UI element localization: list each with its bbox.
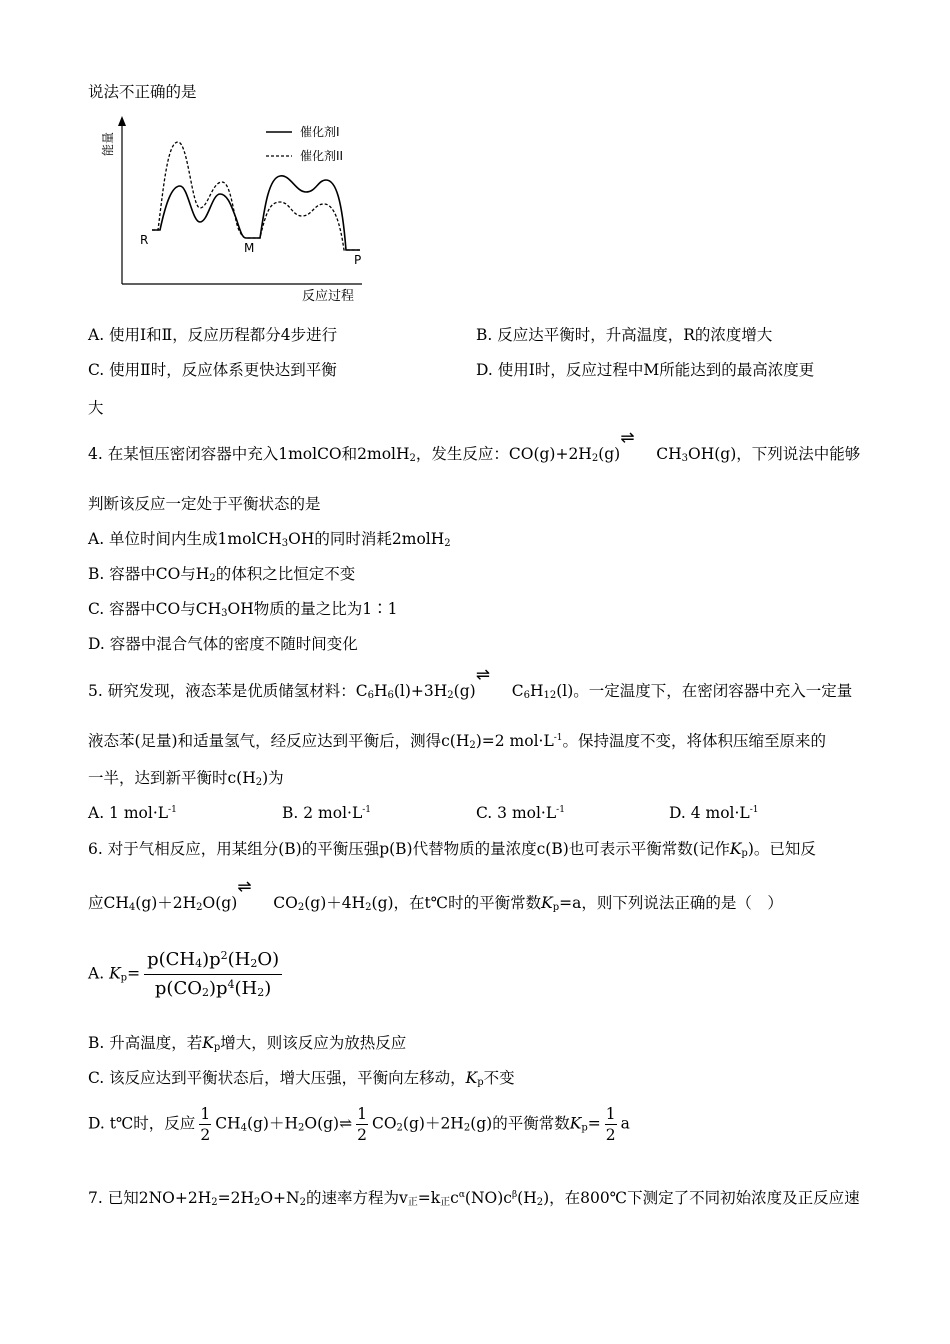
q5-option-a: A. 1 $mol\cdot L^{-1}$ xyxy=(88,804,177,822)
label-r: R xyxy=(140,233,149,247)
q3-option-d-cont: 大 xyxy=(88,399,104,417)
kp-fraction: $\frac{p(CH_4)p^2(H_2O)}{p(CO_2)p^4(H_2)}$ xyxy=(144,948,282,1001)
y-axis-arrow xyxy=(118,116,126,126)
equilibrium-arrow: ⇌ xyxy=(475,665,490,685)
q5-option-d: D. 4 $mol\cdot L^{-1}$ xyxy=(669,804,759,822)
q6-option-b: B. 升高温度，若$K_p$增大，则该反应为放热反应 xyxy=(88,1034,407,1053)
q3-stem-tail: 说法不正确的是 xyxy=(88,83,197,101)
q6-line2: 应$CH_4(g)+2H_2O(g)$ ⇌ $CO_2(g)+4H_2(g)$，在t℃时的平衡常数$K_p=a$，则下列说法正确的是（ ） xyxy=(88,877,783,913)
q4-option-a: A. 单位时间内生成1molCH$_3$OH的同时消耗2molH$_2$ xyxy=(88,530,451,549)
q6-option-a: A. $K_p=$ $\frac{p(CH_4)p^2(H_2O)}{p(CO_2)p^4(H_2)}$ xyxy=(88,948,282,1001)
q7-stem: 7. 已知$2NO+2H_2=2H_2O+N_2$的速率方程为$v_正=k_正c^\alpha(NO)c^\beta(H_2)$，在800℃下测定了不同初始浓度及正反应速 xyxy=(88,1189,860,1208)
energy-profile-figure xyxy=(96,112,376,308)
q3-option-b: B. 反应达平衡时，升高温度，R的浓度增大 xyxy=(476,326,773,344)
x-axis-label: 反应过程 xyxy=(302,289,355,304)
fraction-half: $\frac{1}{2}$ xyxy=(357,1105,367,1144)
q5-stem: 5. 研究发现，液态苯是优质储氢材料：$C_6H_6(l)+3H_2(g)$ ⇌ $C_6H_{12}(l)$。一定温度下，在密闭容器中充入一定量 xyxy=(88,665,853,701)
q4-option-b: B. 容器中CO与$H_2$的体积之比恒定不变 xyxy=(88,565,356,584)
label-m: M xyxy=(244,241,255,255)
q6-option-d: D. t℃时，反应 $\frac{1}{2}$ $CH_4(g)+H_2O(g)\rightleftharpoons$ $\frac{1}{2}$ $CO_2(g)+2H_2(g)$的平衡常数$K_p=$ $\frac{1}{2}$ a xyxy=(88,1105,630,1144)
q6-option-c: C. 该反应达到平衡状态后，增大压强，平衡向左移动，$K_p$不变 xyxy=(88,1069,515,1088)
legend-dashed-label: 催化剂II xyxy=(300,149,344,163)
label-p: P xyxy=(354,253,362,267)
q5-option-b: B. 2 $mol\cdot L^{-1}$ xyxy=(282,804,372,822)
equilibrium-arrow: ⇌ xyxy=(237,877,252,897)
fraction-half: $\frac{1}{2}$ xyxy=(200,1105,211,1144)
catalyst-i-curve xyxy=(152,176,360,250)
q4-option-d: D. 容器中混合气体的密度不随时间变化 xyxy=(88,635,358,653)
q3-option-a: A. 使用Ⅰ和Ⅱ，反应历程都分4步进行 xyxy=(88,326,338,344)
fraction-half: $\frac{1}{2}$ xyxy=(605,1105,616,1144)
q5-line2: 液态苯(足量)和适量氢气，经反应达到平衡后，测得$c(H_2)=2$ $mol\cdot L^{-1}$。保持温度不变，将体积压缩至原来的 xyxy=(88,732,827,751)
q3-option-d: D. 使用Ⅰ时，反应过程中M所能达到的最高浓度更 xyxy=(476,361,815,379)
equilibrium-arrow: ⇌ xyxy=(620,428,635,448)
q4-stem: 4. 在某恒压密闭容器中充入1molCO和2molH$_2$，发生反应：$CO(g)+2H_2(g)$ ⇌ $CH_3OH(g)$，下列说法中能够 xyxy=(88,428,861,464)
q5-line3: 一半，达到新平衡时$c(H_2)$为 xyxy=(88,769,284,788)
legend-solid-label: 催化剂I xyxy=(300,125,340,139)
q5-option-c: C. 3 $mol\cdot L^{-1}$ xyxy=(476,804,565,822)
q4-option-c: C. 容器中CO与$CH_3OH$物质的量之比为1∶1 xyxy=(88,600,398,619)
y-axis-label: 能量 xyxy=(101,131,115,156)
q6-stem: 6. 对于气相反应，用某组分(B)的平衡压强p(B)代替物质的量浓度c(B)也可表示平衡常数(记作$K_p$)。已知反 xyxy=(88,840,816,859)
q4-stem-line2: 判断该反应一定处于平衡状态的是 xyxy=(88,495,321,513)
q3-option-c: C. 使用Ⅱ时，反应体系更快达到平衡 xyxy=(88,361,337,379)
